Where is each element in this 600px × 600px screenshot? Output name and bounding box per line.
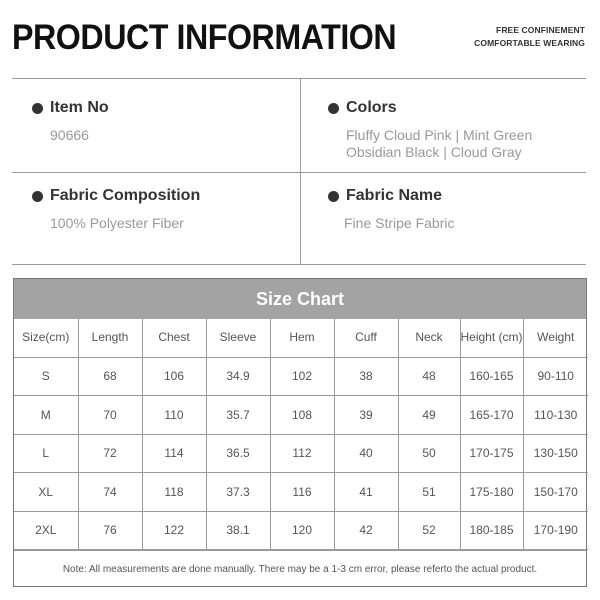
table-cell: 130-150 <box>523 434 588 473</box>
column-header: Neck <box>398 319 460 357</box>
table-cell: 68 <box>78 357 142 396</box>
size-chart-title: Size Chart <box>14 279 586 319</box>
table-cell: 90-110 <box>523 357 588 396</box>
table-cell: 112 <box>270 434 334 473</box>
bullet-icon <box>32 191 43 202</box>
colors-label: Colors <box>346 99 397 116</box>
tagline-line-2: COMFORTABLE WEARING <box>474 38 585 48</box>
table-cell: 114 <box>142 434 206 473</box>
info-divider-vertical <box>300 79 301 264</box>
table-cell: 106 <box>142 357 206 396</box>
table-cell: 102 <box>270 357 334 396</box>
table-cell: 74 <box>78 473 142 512</box>
table-cell: 52 <box>398 511 460 550</box>
table-row <box>14 473 588 512</box>
table-row <box>14 396 588 435</box>
column-header: Cuff <box>334 319 398 357</box>
table-cell: 72 <box>78 434 142 473</box>
table-cell: 122 <box>142 511 206 550</box>
table-cell: 38.1 <box>206 511 270 550</box>
table-header-row <box>14 319 588 357</box>
table-cell: M <box>14 396 78 435</box>
item-no-value: 90666 <box>50 127 89 143</box>
table-cell: 41 <box>334 473 398 512</box>
table-row <box>14 434 588 473</box>
tagline-line-1: FREE CONFINEMENT <box>496 25 585 35</box>
column-header: Sleeve <box>206 319 270 357</box>
item-no-label: Item No <box>50 99 109 116</box>
column-header: Weight <box>523 319 588 357</box>
colors-value-line-1: Fluffy Cloud Pink | Mint Green <box>346 127 533 143</box>
table-cell: 76 <box>78 511 142 550</box>
fabric-name-value: Fine Stripe Fabric <box>344 215 455 231</box>
table-row <box>14 357 588 396</box>
table-cell: 39 <box>334 396 398 435</box>
table-cell: 175-180 <box>460 473 523 512</box>
table-cell: 35.7 <box>206 396 270 435</box>
table-cell: 116 <box>270 473 334 512</box>
table-cell: S <box>14 357 78 396</box>
table-cell: 108 <box>270 396 334 435</box>
table-cell: 51 <box>398 473 460 512</box>
colors-cell <box>328 99 532 161</box>
colors-value-line-2: Obsidian Black | Cloud Gray <box>346 144 522 160</box>
item-no-cell <box>32 99 109 144</box>
table-cell: 70 <box>78 396 142 435</box>
table-cell: 110-130 <box>523 396 588 435</box>
table-cell: 38 <box>334 357 398 396</box>
colors-value <box>346 127 532 161</box>
table-cell: 150-170 <box>523 473 588 512</box>
fabric-composition-cell <box>32 187 200 232</box>
table-cell: 160-165 <box>460 357 523 396</box>
table-cell: L <box>14 434 78 473</box>
table-cell: 42 <box>334 511 398 550</box>
column-header: Length <box>78 319 142 357</box>
table-cell: XL <box>14 473 78 512</box>
fabric-name-label: Fabric Name <box>346 187 443 204</box>
table-cell: 49 <box>398 396 460 435</box>
table-cell: 37.3 <box>206 473 270 512</box>
table-cell: 50 <box>398 434 460 473</box>
table-row <box>14 511 588 550</box>
table-cell: 170-190 <box>523 511 588 550</box>
table-cell: 34.9 <box>206 357 270 396</box>
table-cell: 165-170 <box>460 396 523 435</box>
bullet-icon <box>32 103 43 114</box>
size-table-body <box>14 357 588 550</box>
table-cell: 40 <box>334 434 398 473</box>
column-header: Chest <box>142 319 206 357</box>
page-title: PRODUCT INFORMATION <box>12 18 397 57</box>
column-header: Height (cm) <box>460 319 523 357</box>
bullet-icon <box>328 103 339 114</box>
table-cell: 118 <box>142 473 206 512</box>
table-cell: 36.5 <box>206 434 270 473</box>
table-cell: 110 <box>142 396 206 435</box>
table-cell: 180-185 <box>460 511 523 550</box>
table-cell: 2XL <box>14 511 78 550</box>
size-chart <box>13 278 587 587</box>
measurement-note: Note: All measurements are done manually. There may be a 1-3 cm error, please referto the actual product. <box>14 550 586 588</box>
table-cell: 48 <box>398 357 460 396</box>
product-info-grid <box>12 78 586 265</box>
info-divider-horizontal <box>12 172 586 173</box>
table-cell: 170-175 <box>460 434 523 473</box>
fabric-name-cell <box>328 187 454 232</box>
fabric-composition-label: Fabric Composition <box>50 187 201 204</box>
fabric-composition-value: 100% Polyester Fiber <box>50 215 184 231</box>
tagline <box>474 24 585 50</box>
bullet-icon <box>328 191 339 202</box>
column-header: Hem <box>270 319 334 357</box>
table-cell: 120 <box>270 511 334 550</box>
size-table <box>14 319 588 550</box>
column-header: Size(cm) <box>14 319 78 357</box>
